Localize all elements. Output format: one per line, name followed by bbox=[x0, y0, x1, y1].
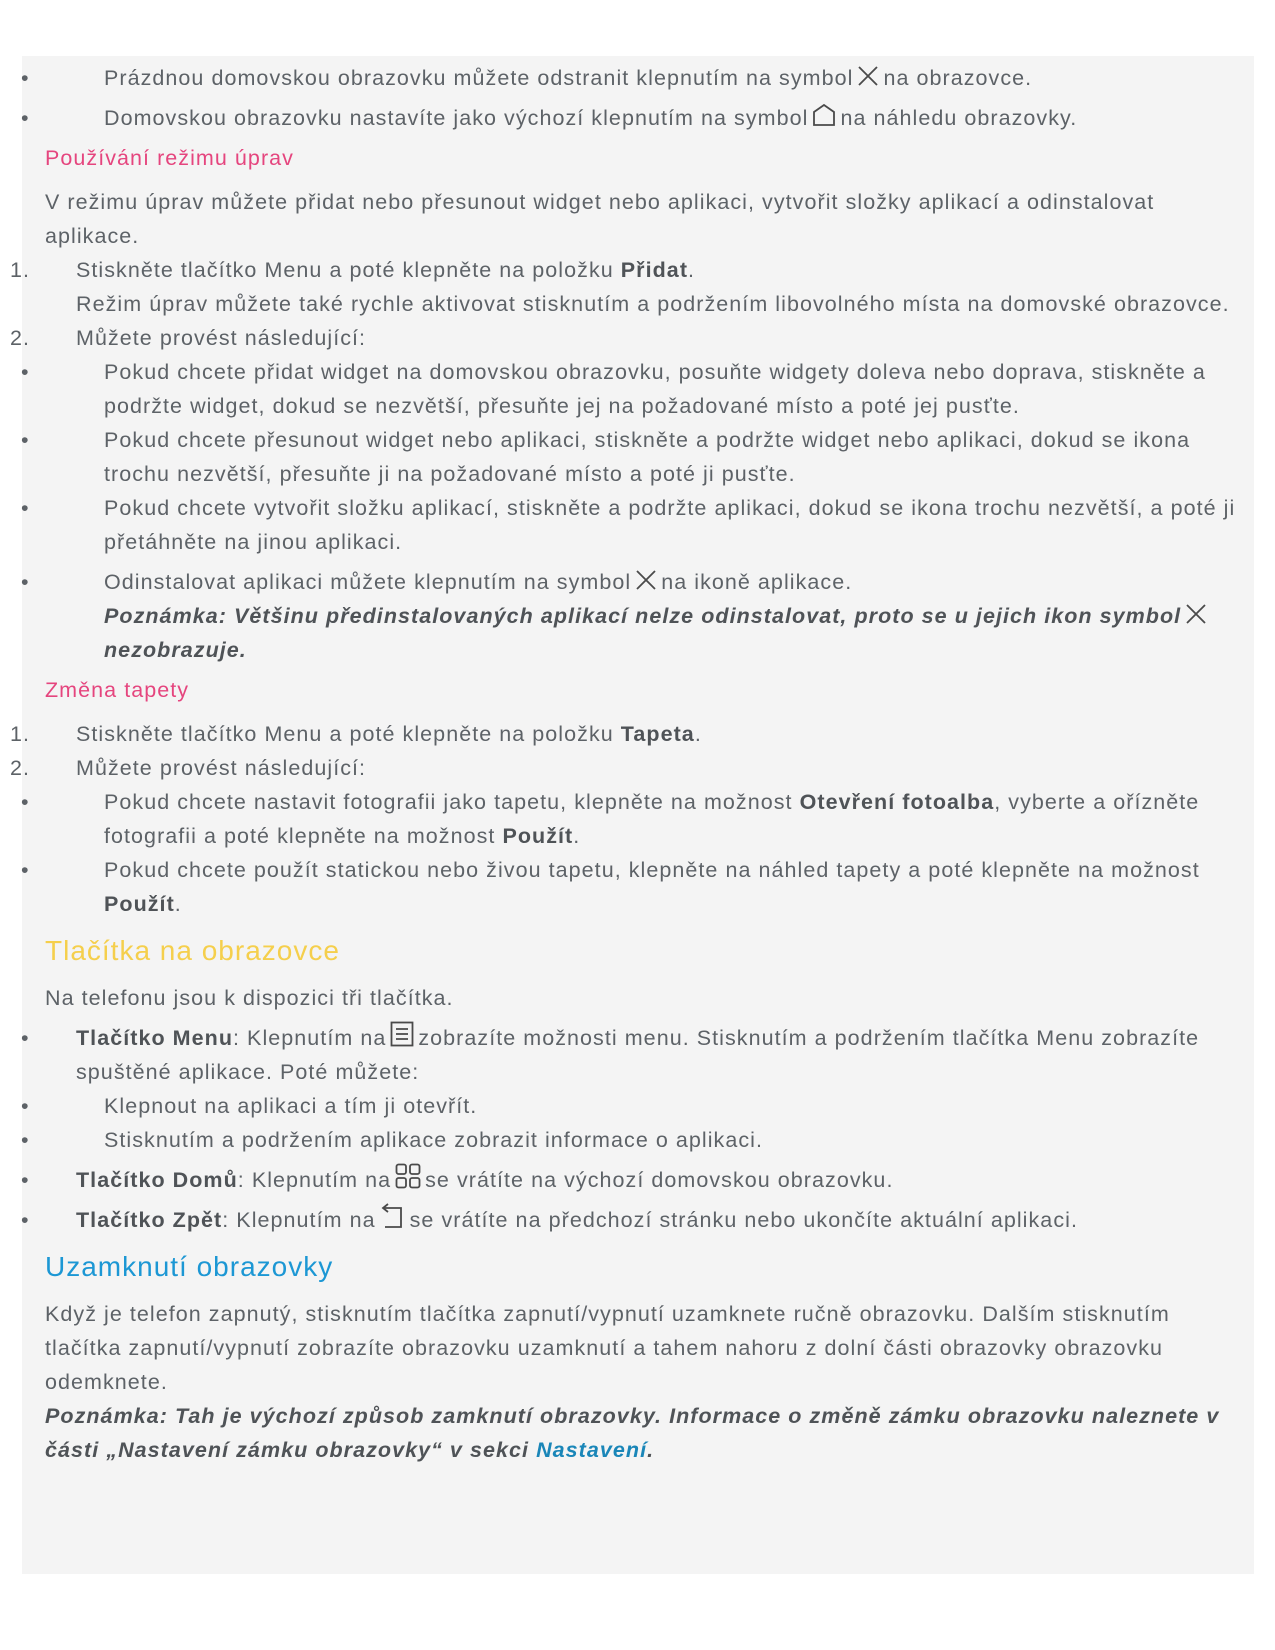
list-item: • Klepnout na aplikaci a tím ji otevřít. bbox=[21, 1094, 478, 1118]
step-item: 1. Stiskněte tlačítko Menu a poté klepněte na položku Tapeta. bbox=[10, 722, 702, 746]
section-heading-buttons: Tlačítka na obrazovce bbox=[45, 935, 340, 966]
step-item: 1. Stiskněte tlačítko Menu a poté klepněte na položku Přidat. Režim úprav můžete také rychle aktivovat stisknutím a podržením libovolného místa na domovské obrazovce. bbox=[10, 258, 1230, 316]
step-item: 2. Můžete provést následující: bbox=[10, 326, 367, 350]
list-item: • Stisknutím a podržením aplikace zobrazit informace o aplikaci. bbox=[21, 1128, 764, 1152]
close-icon bbox=[1185, 603, 1207, 625]
list-item: • Pokud chcete přesunout widget nebo aplikaci, stiskněte a podržte widget nebo aplikaci, dokud se ikona trochu nezvětší, přesuňte ji na požadované místo a poté ji pusťte. bbox=[21, 428, 1191, 486]
list-item: • Tlačítko Domů: Klepnutím na se vrátíte na výchozí domovskou obrazovku. bbox=[45, 1163, 1250, 1197]
wallpaper-sub-list bbox=[21, 785, 1250, 921]
section-heading-wallpaper: Změna tapety bbox=[45, 678, 190, 702]
list-item: • Domovskou obrazovku nastavíte jako výchozí klepnutím na symbol na náhledu obrazovky. bbox=[45, 101, 1250, 135]
home-grid-icon bbox=[395, 1163, 421, 1189]
menu-sub-list bbox=[21, 1089, 1250, 1157]
document-panel bbox=[10, 56, 1254, 1574]
buttons-list bbox=[21, 1021, 1250, 1089]
bullet: • bbox=[21, 66, 30, 90]
list-item: • Pokud chcete nastavit fotografii jako tapetu, klepněte na možnost Otevření fotoalba, vyberte a ořízněte fotografii a poté klepněte na možnost Použít. bbox=[21, 790, 1200, 848]
document-content bbox=[10, 61, 1250, 1467]
close-icon bbox=[635, 569, 657, 591]
edit-mode-sub-list bbox=[21, 355, 1250, 667]
home-outline-icon bbox=[812, 103, 836, 127]
top-bullet-list bbox=[21, 61, 1250, 135]
list-item: • Pokud chcete použít statickou nebo živou tapetu, klepněte na náhled tapety a poté klepněte na možnost Použít. bbox=[21, 858, 1200, 916]
edit-mode-steps bbox=[10, 253, 1250, 355]
back-arrow-icon bbox=[380, 1203, 406, 1229]
edit-mode-intro: V režimu úprav můžete přidat nebo přesunout widget nebo aplikaci, vytvořit složky aplikací a odinstalovat aplikace. bbox=[45, 190, 1155, 248]
lock-note: Poznámka: Tah je výchozí způsob zamknutí obrazovky. Informace o změně zámku obrazovku naleznete v části „Nastavení zámku obrazovky“ v sekci Nastavení. bbox=[45, 1404, 1220, 1462]
buttons-list-2 bbox=[21, 1163, 1250, 1237]
wallpaper-steps bbox=[10, 717, 1250, 785]
list-item: • Prázdnou domovskou obrazovku můžete odstranit klepnutím na symbol na obrazovce. bbox=[45, 61, 1250, 95]
list-item: • Tlačítko Zpět: Klepnutím na se vrátíte na předchozí stránku nebo ukončíte aktuální aplikaci. bbox=[45, 1203, 1250, 1237]
list-item: • Odinstalovat aplikaci můžete klepnutím na symbol na ikoně aplikace. Poznámka: Většinu předinstalovaných aplikací nelze odinstalovat, proto se u jejich ikon symbol nezobrazuje. bbox=[45, 565, 1250, 667]
note-text: Poznámka: Většinu předinstalovaných aplikací nelze odinstalovat, proto se u jejich ikon symbol bbox=[104, 604, 1182, 628]
settings-link[interactable]: Nastavení bbox=[536, 1438, 648, 1462]
buttons-intro: Na telefonu jsou k dispozici tři tlačítka. bbox=[45, 986, 454, 1010]
section-heading-edit-mode: Používání režimu úprav bbox=[45, 146, 294, 170]
list-item: • Pokud chcete přidat widget na domovskou obrazovku, posuňte widgety doleva nebo doprava, stiskněte a podržte widget, dokud se nezvětší, přesuňte jej na požadované místo a poté jej pusťte. bbox=[21, 360, 1206, 418]
list-item: • Tlačítko Menu: Klepnutím na zobrazíte možnosti menu. Stisknutím a podržením tlačítka Menu zobrazíte spuštěné aplikace. Poté můžete: bbox=[45, 1021, 1250, 1089]
close-icon bbox=[857, 65, 879, 87]
section-heading-lock: Uzamknutí obrazovky bbox=[45, 1251, 334, 1282]
step-item: 2. Můžete provést následující: bbox=[10, 756, 367, 780]
lock-body: Když je telefon zapnutý, stisknutím tlačítka zapnutí/vypnutí uzamknete ručně obrazovku. Dalším stisknutím tlačítka zapnutí/vypnutí zobrazíte obrazovku uzamknutí a tahem nahoru z dolní části obrazovky obrazovku odemknete. bbox=[45, 1302, 1170, 1394]
menu-list-icon bbox=[390, 1021, 414, 1047]
bullet: • bbox=[21, 106, 30, 130]
list-item: • Pokud chcete vytvořit složku aplikací, stiskněte a podržte aplikaci, dokud se ikona trochu nezvětší, a poté ji přetáhněte na jinou aplikaci. bbox=[21, 496, 1236, 554]
